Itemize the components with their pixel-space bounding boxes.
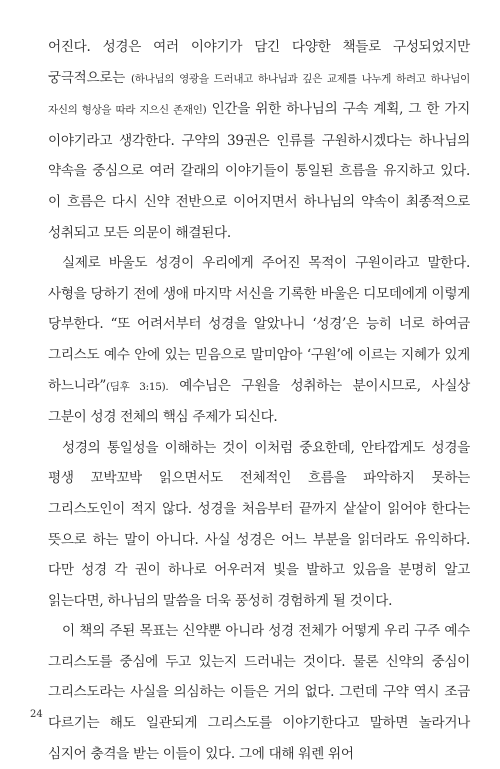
paragraph-2-citation: (딤후 3:15). [105, 380, 169, 393]
page-number: 24 [30, 709, 43, 720]
paragraph-1 [48, 32, 470, 248]
page-body [48, 32, 470, 769]
paragraph-2-text-b: 예수님은 구원을 성취하는 분이시므로, 사실상 그분이 성경 전체의 핵심 주제가 되신다. [48, 377, 470, 426]
paragraph-1-parenthetical: (하나님의 영광을 드러내고 하나님과 깊은 교제를 나누게 하려고 하나님이 자신의 형상을 따라 지으신 존재인) [48, 72, 470, 117]
paragraph-1-text-b: 인간을 위한 하나님의 구속 계획, 그 한 가지 이야기라고 생각한다. 구약의 39권은 인류를 구원하시겠다는 하나님의 약속을 중심으로 여러 갈래의 이야기들이 통일된 흐름을 유지하고 있다. 이 흐름은 다시 신약 전반으로 이어지면서 하나님의 약속이 최종적으로 성취되고 모든 의문이 해결된다. [48, 101, 470, 241]
paragraph-4: 이 책의 주된 목표는 신약뿐 아니라 성경 전체가 어떻게 우리 구주 예수 그리스도를 중심에 두고 있는지 드러내는 것이다. 물론 신약의 중심이 그리스도라는 사실을 의심하는 이들은 거의 없다. 그런데 구약 역시 조금 다르기는 해도 일관되게 그리스도를 이야기한다고 말하면 놀라거나 심지어 충격을 받는 이들이 있다. 그에 대해 워렌 위어 [48, 623, 470, 762]
paragraph-2 [48, 248, 470, 433]
paragraph-3: 성경의 통일성을 이해하는 것이 이처럼 중요한데, 안타깝게도 성경을 평생 꼬박꼬박 읽으면서도 전체적인 흐름을 파악하지 못하는 그리스도인이 적지 않다. 성경을 처음부터 끝까지 샅샅이 읽어야 한다는 뜻으로 하는 말이 아니다. 사실 성경은 어느 부분을 읽더라도 유익하다. 다만 성경 각 권이 하나로 어우러져 빛을 발하고 있음을 분명히 알고 읽는다면, 하나님의 말씀을 더욱 풍성히 경험하게 될 것이다. [48, 439, 470, 609]
paragraph-2-text-a: 실제로 바울도 성경이 우리에게 주어진 목적이 구원이라고 말한다. 사형을 당하기 전에 생애 마지막 서신을 기록한 바울은 디모데에게 이렇게 당부한다. “또 어려서부터 성경을 알았나니 ‘성경’은 능히 너로 하여금 그리스도 예수 안에 있는 믿음으로 말미암아 ‘구원’에 이르는 지혜가 있게 하느니라” [48, 255, 470, 394]
paragraph-1-text-a: 어진다. 성경은 여러 이야기가 담긴 다양한 책들로 구성되었지만 궁극적으로는 [48, 39, 470, 86]
